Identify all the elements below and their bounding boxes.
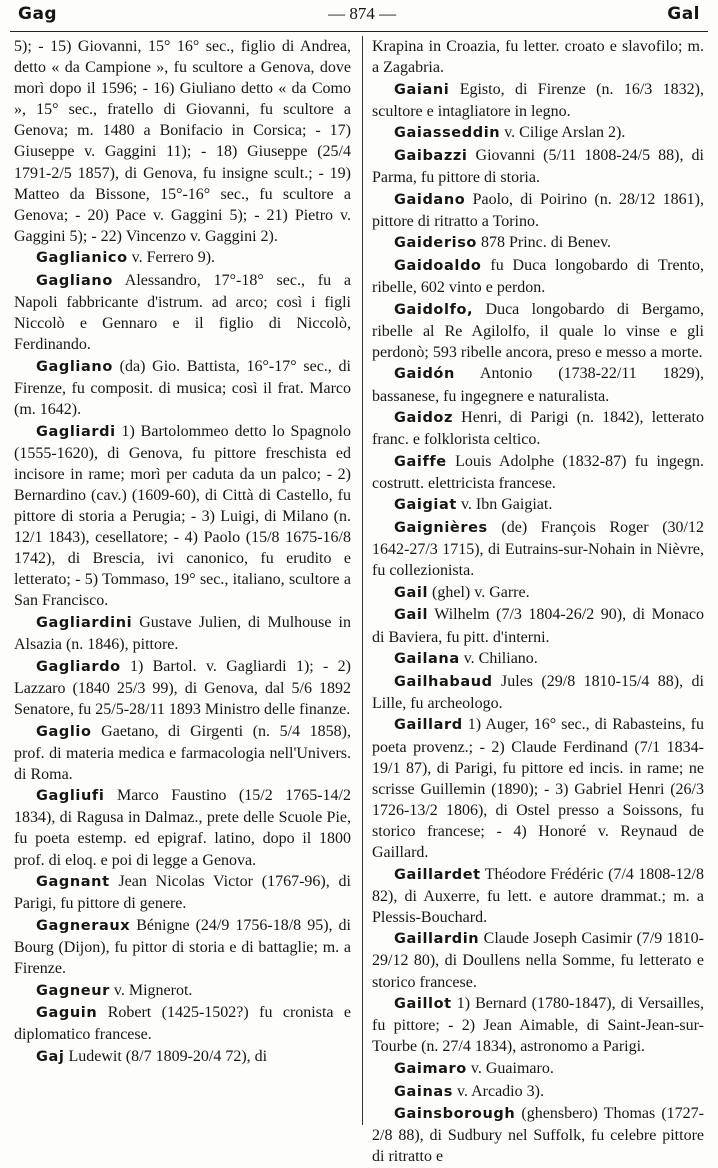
- entry-headword: Gagliano: [36, 273, 113, 290]
- entry-text: Robert (1425-1502?) fu cronista e diplomatico francese.: [14, 1004, 351, 1044]
- page-header: [18, 4, 700, 28]
- right-column: [372, 36, 704, 1168]
- entry-text: Jules (29/8 1810-15/4 88), di Lille, fu archeologo.: [372, 672, 704, 712]
- entry-text: (ghel) v. Garre.: [428, 583, 530, 601]
- dictionary-entry: [14, 980, 351, 1002]
- dictionary-entry: [372, 517, 704, 581]
- entry-text: Henri, di Parigi (n. 1842), letterato franc. e folklorista celtico.: [372, 409, 704, 449]
- dictionary-entry: [372, 79, 704, 122]
- entry-text: v. Ibn Gaigiat.: [456, 496, 553, 514]
- dictionary-entry: [14, 270, 351, 355]
- column-divider: [362, 36, 363, 1125]
- dictionary-entry: [372, 671, 704, 714]
- entry-headword: Gaimaro: [394, 1060, 467, 1077]
- dictionary-entry: [14, 421, 351, 612]
- entry-text: 1) Bernard (1780-1847), di Versailles, fu pittore; - 2) Jean Aimable, di Saint-Jean-sur-Tourbe (n. 27/4 1834), astronomo a Parigi.: [372, 995, 704, 1056]
- dictionary-entry: [372, 1058, 704, 1080]
- dictionary-entry: [372, 1103, 704, 1167]
- entry-text: (de) François Roger (30/12 1642-27/3 1715), di Eutrains-sur-Nohain in Nièvre, fu collezionista.: [372, 519, 704, 580]
- entry-headword: Gaibazzi: [394, 147, 468, 164]
- entry-headword: Gaguin: [36, 1005, 98, 1022]
- entry-text: Jean Nicolas Victor (1767-96), di Parigi, fu pittore di genere.: [14, 873, 351, 913]
- dictionary-entry: [14, 247, 351, 269]
- dictionary-entry: [372, 451, 704, 494]
- entry-headword: Gaiasseddin: [394, 125, 501, 142]
- entry-text: fu Duca longobardo di Trento, ribelle, 602 vinto e perdon.: [372, 256, 704, 297]
- entry-text: v. Chiliano.: [459, 650, 538, 668]
- entry-headword: Gaidano: [394, 191, 466, 208]
- entry-headword: Gaglianico: [36, 250, 128, 267]
- entry-headword: Gailana: [394, 651, 460, 668]
- dictionary-entry: [372, 1081, 704, 1103]
- entry-headword: Gail: [394, 584, 429, 601]
- entry-headword: Gaidoz: [394, 410, 454, 427]
- entry-text: Wilhelm (7/3 1804-26/2 90), di Monaco di Baviera, fu pitt. d'interni.: [372, 606, 704, 646]
- entry-headword: Gaillardet: [394, 866, 481, 883]
- dictionary-entry: [372, 189, 704, 232]
- entry-headword: Gagliardo: [36, 658, 121, 675]
- dictionary-entry: [14, 656, 351, 720]
- entry-text: Claude Joseph Casimir (7/9 1810-29/12 80), di Doullens nella Somme, fu letterato e storico francese.: [372, 930, 704, 991]
- entry-headword: Gaillardin: [394, 931, 480, 948]
- header-left-guideword: Gag: [18, 4, 58, 24]
- dictionary-entry: [372, 407, 704, 450]
- dictionary-entry: [14, 1046, 351, 1068]
- entry-headword: Gagnant: [36, 874, 110, 891]
- entry-text: v. Cilige Arslan 2).: [500, 124, 626, 142]
- entry-headword: Gaj: [36, 1048, 65, 1065]
- entry-headword: Gaignières: [394, 520, 488, 537]
- dictionary-entry: [372, 255, 704, 298]
- entry-text: Paolo, di Poirino (n. 28/12 1861), pittore di ritratto a Torino.: [372, 190, 704, 230]
- entry-headword: Gagneraux: [36, 917, 131, 934]
- entry-text: 1) Bartolommeo detto lo Spagnolo (1555-1620), di Genova, fu pittore freschista ed incisore in rame; morì per caduta da un palco; - 2) Bernardino (cav.) (1609-60), di Città di Castello, fu pittore di storia a Perugia; - 3) Luigi, di Milano (n. 12/1 1843), cesellatore; - 4) Paolo (15/8 1675-16/8 1742), di Brescia, ivi canonico, fu erudito e letterato; - 5) Tommaso, 19° sec., italiano, scultore a San Francisco.: [14, 422, 351, 610]
- dictionary-entry: [372, 714, 704, 863]
- entry-headword: Gaillard: [394, 717, 463, 734]
- left-column: [14, 36, 351, 1069]
- entry-text: Antonio (1738-22/11 1829), bassanese, fu ingegnere e naturalista.: [372, 365, 704, 405]
- dictionary-entry: [372, 648, 704, 670]
- entry-text: v. Guaimaro.: [466, 1059, 554, 1077]
- entry-headword: Gaillot: [394, 996, 452, 1013]
- entry-text: Giovanni (5/11 1808-24/5 88), di Parma, fu pittore di storia.: [372, 146, 704, 187]
- page-number: — 874 —: [328, 4, 397, 23]
- dictionary-entry: [372, 993, 704, 1057]
- dictionary-entry: [372, 604, 704, 647]
- header-rule: [10, 31, 708, 32]
- dictionary-entry: [372, 36, 704, 78]
- dictionary-entry: [372, 494, 704, 516]
- entry-text: v. Ferrero 9).: [127, 249, 216, 267]
- entry-headword: Gainsborough: [394, 1106, 516, 1123]
- entry-headword: Gaidón: [394, 366, 455, 383]
- entry-text: Alessandro, 17°-18° sec., fu a Napoli fabbricante d'istrum. ad arco; così i figli Niccolò e Gennaro e il figlio di Niccolò, Ferdinando.: [14, 272, 351, 354]
- entry-headword: Gaidoaldo: [394, 257, 482, 274]
- entry-headword: Gaiffe: [394, 453, 447, 470]
- entry-headword: Gagliardi: [36, 423, 116, 440]
- entry-text: Théodore Frédéric (7/4 1808-12/8 82), di Auxerre, fu lett. e autore drammat.; m. a Plessis-Bouchard.: [372, 865, 704, 926]
- entry-headword: Gainas: [394, 1083, 453, 1100]
- entry-text: 1) Bartol. v. Gagliardi 1); - 2) Lazzaro (1840 25/3 99), di Genova, dal 5/6 1892 Senatore, fu 25/5-28/11 1893 Ministro delle finanze.: [14, 657, 351, 718]
- entry-text: Ludewit (8/7 1809-20/4 72), di: [64, 1047, 268, 1065]
- dictionary-entry: [14, 1002, 351, 1045]
- entry-text: Louis Adolphe (1832-87) fu ingegn. costrutt. elettricista francese.: [372, 452, 704, 492]
- entry-text: v. Mignerot.: [109, 981, 193, 999]
- dictionary-entry: [372, 232, 704, 254]
- dictionary-entry: [372, 928, 704, 992]
- entry-headword: Gaigiat: [394, 497, 457, 514]
- entry-text: Duca longobardo di Bergamo, ribelle al Re Agilolfo, il quale lo vinse e gli perdonò; 593 ribelle ancora, preso e messo a morte.: [372, 300, 704, 361]
- entry-text: Gustave Julien, di Mulhouse in Alsazia (n. 1846), pittore.: [14, 614, 351, 654]
- entry-headword: Gagneur: [36, 982, 110, 999]
- header-right-guideword: Gal: [667, 4, 700, 24]
- entry-text: Bénigne (24/9 1756-18/8 95), di Bourg (Dijon), fu pittor di storia e di battaglie; m. a Firenze.: [14, 916, 351, 978]
- entry-text: Marco Faustino (15/2 1765-14/2 1834), di Ragusa in Dalmaz., prete delle Scuole Pie, fu poeta estemp. ed epigraf. latino, dopo il 1800 prof. di eloq. e poi di legge a Genova.: [14, 787, 351, 869]
- dictionary-entry: [14, 36, 351, 247]
- entry-headword: Gaiani: [394, 81, 450, 98]
- entry-headword: Gagliano: [36, 358, 113, 375]
- entry-headword: Gagliufi: [36, 788, 105, 805]
- entry-headword: Gaideriso: [394, 235, 477, 252]
- entry-headword: Gail: [394, 607, 429, 624]
- entry-text: Krapina in Croazia, fu letter. croato e slavofilo; m. a Zagabria.: [372, 38, 704, 77]
- dictionary-entry: [372, 363, 704, 406]
- dictionary-entry: [372, 582, 704, 604]
- dictionary-entry: [372, 864, 704, 928]
- entry-headword: Gailhabaud: [394, 673, 493, 690]
- entry-text: (ghensbero) Thomas (1727-2/8 88), di Sudbury nel Suffolk, fu celebre pittore di ritratto e: [372, 1105, 704, 1166]
- dictionary-entry: [14, 915, 351, 979]
- dictionary-entry: [14, 721, 351, 785]
- entry-text: 1) Auger, 16° sec., di Rabasteins, fu poeta provenz.; - 2) Claude Ferdinand (7/1 1834-19/1 87), di Parigi, fu pittore ed incis. in rame; ne scrisse Guillemin (1890); - 3) Gabriel Henri (26/3 1726-13/2 1806), di Ostel presso a Soissons, fu storico francese; - 4) Honoré v. Reynaud de Gaillard.: [372, 716, 704, 861]
- entry-headword: Gaglio: [36, 723, 92, 740]
- dictionary-entry: [14, 871, 351, 914]
- dictionary-entry: [14, 785, 351, 870]
- entry-text: v. Arcadio 3).: [453, 1082, 544, 1100]
- entry-text: Gaetano, di Girgenti (n. 5/4 1858), prof. di materia medica e farmacologia nell'Univers. di Roma.: [14, 722, 351, 783]
- entry-text: (da) Gio. Battista, 16°-17° sec., di Firenze, fu composit. di musica; così il frat. Marco (m. 1642).: [14, 357, 351, 419]
- dictionary-entry: [372, 122, 704, 144]
- entry-headword: Gaidolfo,: [394, 301, 474, 318]
- dictionary-entry: [14, 612, 351, 655]
- dictionary-entry: [372, 299, 704, 363]
- dictionary-entry: [14, 356, 351, 420]
- entry-text: Egisto, di Firenze (n. 16/3 1832), scultore e intagliatore in legno.: [372, 80, 704, 120]
- entry-text: 5); - 15) Giovanni, 15° 16° sec., figlio di Andrea, detto « da Campione », fu scultore a Genova, dove morì dopo il 1596; - 16) Giuliano detto « da Como », 15° sec., fratello di Giovanni, fu scultore a Genova; m. 1480 a Bonifacio in Corsica; - 17) Giuseppe v. Gaggini 11); - 18) Giuseppe (25/4 1791-2/5 1857), di Genova, fu insigne scult.; - 19) Matteo da Bissone, 15°-16° sec., fu scultore a Genova; - 20) Pace v. Gaggini 5); - 21) Pietro v. Gaggini 5); - 22) Vincenzo v. Gaggini 2).: [14, 38, 351, 245]
- dictionary-entry: [372, 145, 704, 188]
- entry-headword: Gagliardini: [36, 615, 133, 632]
- entry-text: 878 Princ. di Benev.: [476, 234, 612, 252]
